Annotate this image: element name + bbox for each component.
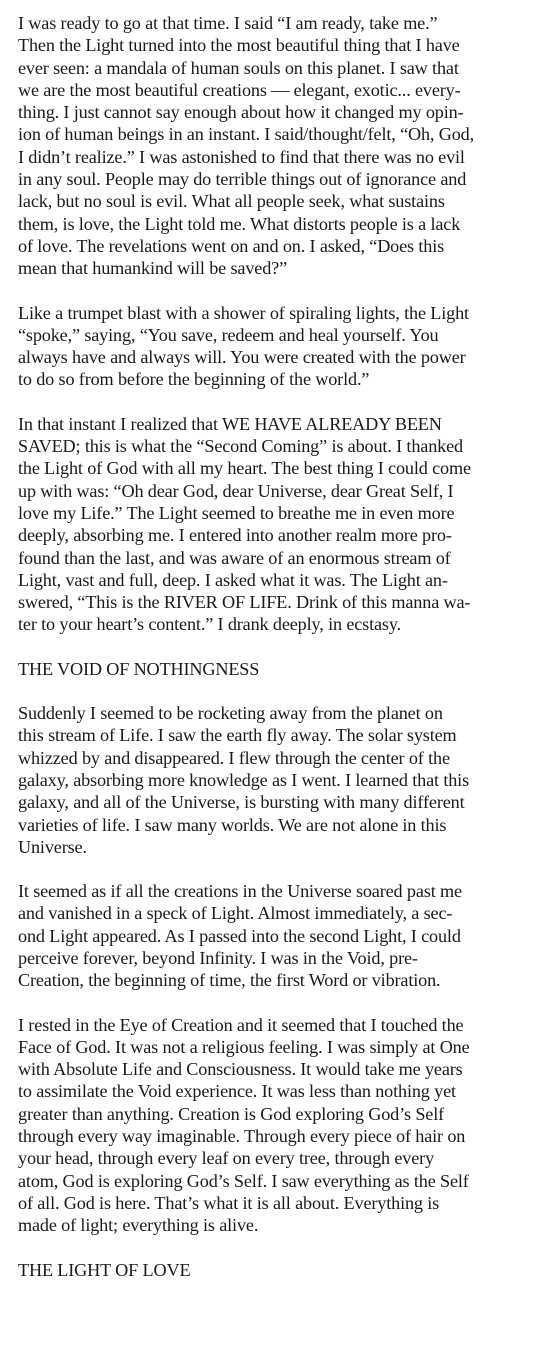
paragraph-gap <box>18 636 540 658</box>
text-line: through every way imaginable. Through every piece of hair on <box>18 1126 466 1147</box>
text-line: I didn’t realize.” I was astonished to find that there was no evil <box>18 146 465 167</box>
text-line: Then the Light turned into the most beautiful thing that I have <box>18 35 460 56</box>
paragraph-gap <box>18 858 540 880</box>
text-line: in any soul. People may do terrible things out of ignorance and <box>18 169 467 190</box>
section-heading-void: THE VOID OF NOTHINGNESS <box>18 658 260 679</box>
text-line: of all. God is here. That’s what it is all about. Everything is <box>18 1192 440 1213</box>
text-line: It seemed as if all the creations in the Universe soared past me <box>18 881 462 902</box>
text-line: deeply, absorbing me. I entered into another realm more pro- <box>18 525 452 546</box>
text-line: galaxy, and all of the Universe, is bursting with many different <box>18 792 465 813</box>
text-line: Like a trumpet blast with a shower of spiraling lights, the Light <box>18 302 469 323</box>
text-line: and vanished in a speck of Light. Almost immediately, a sec- <box>18 903 453 924</box>
text-line: to assimilate the Void experience. It was less than nothing yet <box>18 1081 456 1102</box>
text-line: I was ready to go at that time. I said “I am ready, take me.” <box>18 13 438 33</box>
text-line: “spoke,” saying, “You save, redeem and heal yourself. You <box>18 324 439 345</box>
text-line: love my Life.” The Light seemed to breathe me in even more <box>18 502 455 523</box>
text-line: whizzed by and disappeared. I flew through the center of the <box>18 747 450 768</box>
paragraph-3 <box>18 413 540 636</box>
paragraph-gap <box>18 280 540 302</box>
text-line: Creation, the beginning of time, the first Word or vibration. <box>18 970 441 991</box>
paragraph-gap <box>18 992 540 1014</box>
text-line: always have and always will. You were created with the power <box>18 347 466 368</box>
text-line: galaxy, absorbing more knowledge as I went. I learned that this <box>18 769 469 790</box>
text-line: ion of human beings in an instant. I said/thought/felt, “Oh, God, <box>18 124 474 145</box>
document-page <box>18 12 540 1281</box>
text-line: of love. The revelations went on and on. I asked, “Does this <box>18 235 445 256</box>
text-line: Face of God. It was not a religious feeling. I was simply at One <box>18 1036 470 1057</box>
paragraph-gap <box>18 1237 540 1259</box>
text-line: thing. I just cannot say enough about how it changed my opin- <box>18 102 464 123</box>
text-line: ond Light appeared. As I passed into the second Light, I could <box>18 925 461 946</box>
paragraph-4 <box>18 702 540 858</box>
paragraph-6 <box>18 1014 540 1237</box>
text-line: them, is love, the Light told me. What distorts people is a lack <box>18 213 461 234</box>
text-line: to do so from before the beginning of the world.” <box>18 369 370 390</box>
text-line: perceive forever, beyond Infinity. I was in the Void, pre- <box>18 947 418 968</box>
section-heading-love: THE LIGHT OF LOVE <box>18 1259 191 1280</box>
text-line: Universe. <box>18 836 87 857</box>
text-line: varieties of life. I saw many worlds. We are not alone in this <box>18 814 447 835</box>
text-line: Suddenly I seemed to be rocketing away from the planet on <box>18 703 443 724</box>
text-line: this stream of Life. I saw the earth fly away. The solar system <box>18 725 457 746</box>
paragraph-2 <box>18 302 540 391</box>
text-line: In that instant I realized that WE HAVE ALREADY BEEN <box>18 413 442 434</box>
paragraph-5 <box>18 880 540 991</box>
text-line: SAVED; this is what the “Second Coming” is about. I thanked <box>18 436 463 457</box>
paragraph-gap <box>18 391 540 413</box>
text-line: atom, God is exploring God’s Self. I saw everything as the Self <box>18 1170 469 1191</box>
text-line: mean that humankind will be saved?” <box>18 258 287 279</box>
paragraph-1 <box>18 12 540 280</box>
paragraph-gap <box>18 680 540 702</box>
text-line: lack, but no soul is evil. What all people seek, what sustains <box>18 191 445 212</box>
text-line: Light, vast and full, deep. I asked what it was. The Light an- <box>18 569 448 590</box>
text-line: I rested in the Eye of Creation and it seemed that I touched the <box>18 1014 464 1035</box>
text-line: the Light of God with all my heart. The best thing I could come <box>18 458 471 479</box>
text-line: swered, “This is the RIVER OF LIFE. Drink of this manna wa- <box>18 592 471 613</box>
text-line: ter to your heart’s content.” I drank deeply, in ecstasy. <box>18 614 402 635</box>
text-line: your head, through every leaf on every tree, through every <box>18 1148 435 1169</box>
text-line: ever seen: a mandala of human souls on this planet. I saw that <box>18 57 459 78</box>
text-line: made of light; everything is alive. <box>18 1215 259 1236</box>
text-line: greater than anything. Creation is God exploring God’s Self <box>18 1103 445 1124</box>
text-line: up with was: “Oh dear God, dear Universe, dear Great Self, I <box>18 480 454 501</box>
text-line: with Absolute Life and Consciousness. It would take me years <box>18 1059 463 1080</box>
text-line: found than the last, and was aware of an enormous stream of <box>18 547 451 568</box>
text-line: we are the most beautiful creations — elegant, exotic... every- <box>18 79 461 100</box>
